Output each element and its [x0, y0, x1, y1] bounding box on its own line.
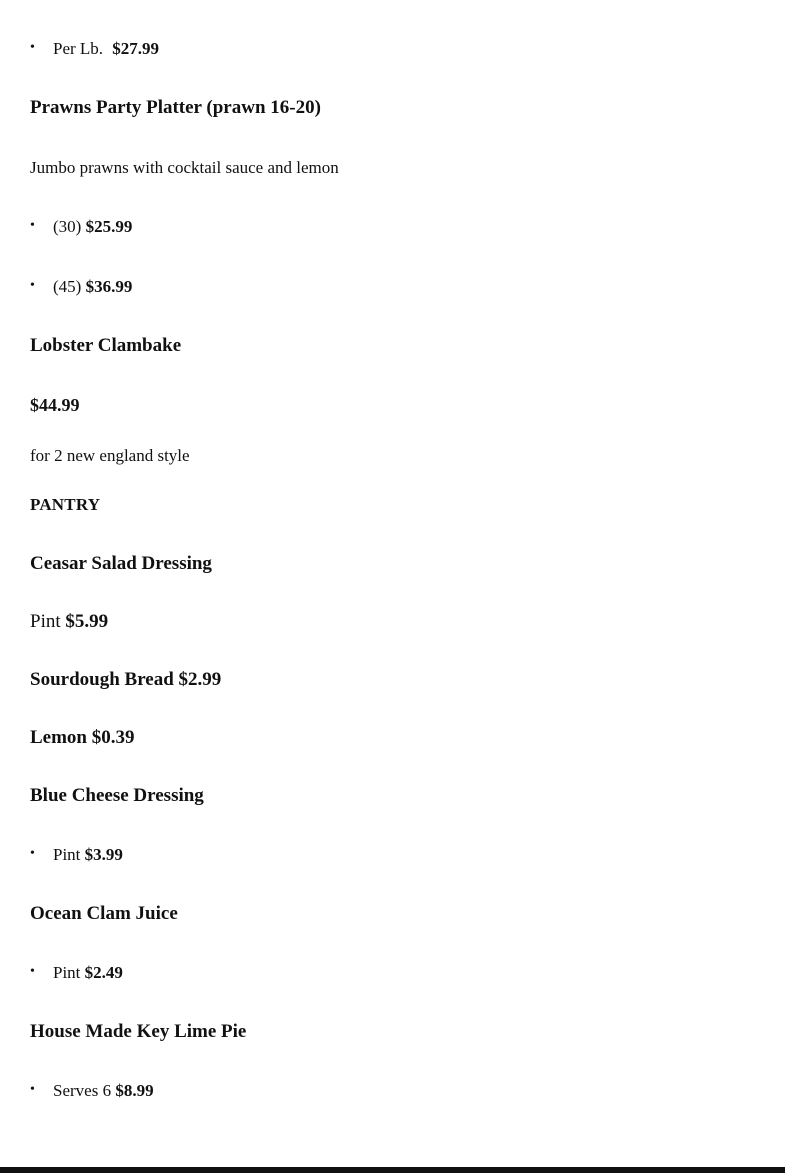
- unit-label: Pint: [30, 611, 61, 632]
- price-value: $27.99: [112, 39, 160, 58]
- item-title: Lemon $0.39: [30, 727, 135, 748]
- section-title: PANTRY: [30, 495, 101, 514]
- item-description: Jumbo prawns with cocktail sauce and lemon: [30, 158, 339, 177]
- item-title: Ocean Clam Juice: [30, 903, 178, 924]
- item-title: Ceasar Salad Dressing: [30, 553, 212, 574]
- item-title: Sourdough Bread $2.99: [30, 669, 222, 690]
- item-title: Blue Cheese Dressing: [30, 785, 204, 806]
- price-line: [53, 217, 132, 237]
- unit-label: Per Lb.: [53, 39, 104, 58]
- price-line: [30, 610, 108, 634]
- item-title: House Made Key Lime Pie: [30, 1021, 247, 1042]
- bullet-icon: •: [30, 964, 35, 979]
- item-title: Prawns Party Platter (prawn 16-20): [30, 97, 321, 118]
- bullet-icon: •: [30, 846, 35, 861]
- price-line: [53, 845, 123, 865]
- bullet-icon: •: [30, 218, 35, 233]
- option-label: (45): [53, 277, 82, 296]
- price-value: $25.99: [85, 217, 133, 236]
- price-value: $8.99: [115, 1081, 154, 1100]
- item-title: Lobster Clambake: [30, 335, 182, 356]
- price-value: $2.49: [84, 963, 123, 982]
- item-description: for 2 new england style: [30, 446, 190, 465]
- price-value: $36.99: [85, 277, 133, 296]
- price-value: $44.99: [30, 395, 80, 415]
- price-line: [53, 277, 132, 297]
- bullet-icon: •: [30, 1082, 35, 1097]
- price-value: $5.99: [65, 611, 109, 632]
- bullet-icon: •: [30, 278, 35, 293]
- price-line: [53, 963, 123, 983]
- price-line: [53, 1081, 154, 1101]
- unit-label: Serves 6: [53, 1081, 112, 1100]
- option-label: (30): [53, 217, 82, 236]
- price-line: [53, 39, 159, 59]
- price-value: $3.99: [84, 845, 123, 864]
- bullet-icon: •: [30, 40, 35, 55]
- unit-label: Pint: [53, 845, 81, 864]
- bottom-divider: [0, 1167, 785, 1173]
- unit-label: Pint: [53, 963, 81, 982]
